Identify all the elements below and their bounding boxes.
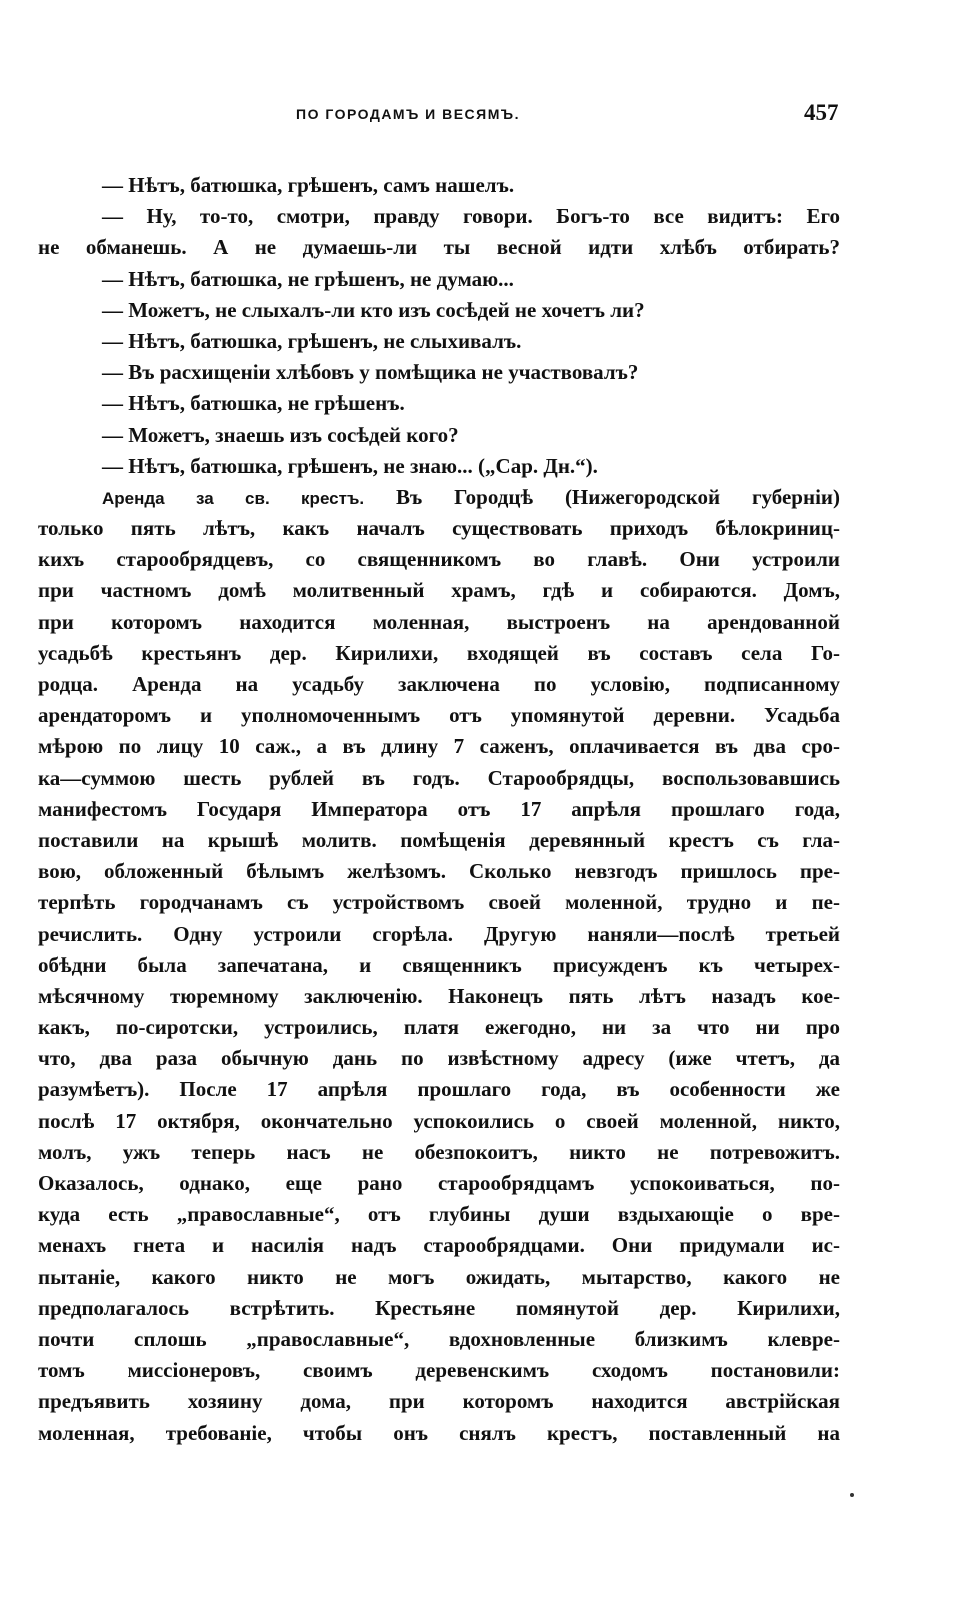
page-body: [38, 170, 840, 1449]
article-line: родца. Аренда на усадьбу заключена по условію, подписанному: [38, 672, 840, 696]
print-speck: [850, 1493, 854, 1497]
dialogue-line: — Можетъ, не слыхалъ-ли кто изъ сосѣдей не хочетъ ли?: [102, 297, 645, 322]
article-line: предполагалось встрѣтить. Крестьяне помянутой дер. Кирилихи,: [38, 1295, 840, 1320]
article-line: моленная, требованіе, чтобы онъ снялъ крестъ, поставленный на: [38, 1420, 840, 1445]
article-line: поставили на крышѣ молитв. помѣщенія деревянный крестъ съ гла-: [38, 827, 840, 852]
article-line: послѣ 17 октября, окончательно успокоились о своей моленной, никто,: [38, 1108, 840, 1133]
article-line: усадьбѣ крестьянъ дер. Кирилихи, входящей въ составъ села Го-: [38, 640, 840, 665]
article-first-line: [38, 482, 840, 513]
page-number: 457: [804, 100, 839, 125]
article-line: менахъ гнета и насилія надъ старообрядцами. Они придумали ис-: [38, 1233, 840, 1258]
dialogue-line: — Нѣтъ, батюшка, грѣшенъ, не знаю... („Сар. Дн.“).: [102, 453, 598, 478]
article-lines: [38, 513, 840, 1449]
article-line: куда есть „православные“, отъ глубины души вздыхающіе о вре-: [38, 1202, 840, 1227]
article-line: манифестомъ Государя Императора отъ 17 апрѣля прошлаго года,: [38, 796, 840, 821]
article-heading: Аренда за св. крестъ.: [102, 488, 365, 508]
dialogue-line: — Въ расхищеніи хлѣбовъ у помѣщика не участвовалъ?: [102, 360, 639, 385]
dialogue-line: — Нѣтъ, батюшка, не грѣшенъ, не думаю...: [102, 266, 514, 291]
dialogue-line: — Нѣтъ, батюшка, грѣшенъ, самъ нашелъ.: [102, 173, 515, 197]
article-line: при которомъ находится моленная, выстроенъ на арендованной: [38, 609, 840, 634]
article-line: предъявить хозяину дома, при которомъ находится австрійская: [38, 1389, 840, 1414]
article-line: арендаторомъ и уполномоченнымъ отъ упомянутой деревни. Усадьба: [38, 703, 840, 728]
article-line: ка—суммою шесть рублей въ годъ. Старообрядцы, воспользовавшись: [38, 765, 840, 790]
dialogue-line: не обманешь. А не думаешь-ли ты весной идти хлѣбъ отбирать?: [38, 235, 840, 260]
article-line: только пять лѣтъ, какъ началъ существовать приходъ бѣлокриниц-: [38, 516, 840, 541]
article-block: [38, 482, 840, 1449]
article-line: томъ миссіонеровъ, своимъ деревенскимъ сходомъ постановили:: [38, 1358, 840, 1383]
article-line: вою, обложенный бѣлымъ желѣзомъ. Сколько невзгодъ пришлось пре-: [38, 859, 840, 884]
dialogue-line: — Нѣтъ, батюшка, не грѣшенъ.: [102, 391, 405, 416]
dialogue-line: — Можетъ, знаешь изъ сосѣдей кого?: [102, 422, 459, 447]
article-line: пытаніе, какого никто не могъ ожидать, мытарство, какого не: [38, 1264, 840, 1289]
dialogue-line: — Нѣтъ, батюшка, грѣшенъ, не слыхивалъ.: [102, 328, 522, 353]
article-line: почти сплошь „православные“, вдохновленные близкимъ клевре-: [38, 1326, 840, 1351]
article-line: мѣсячному тюремному заключенію. Наконецъ пять лѣтъ назадъ кое-: [38, 983, 840, 1008]
article-line: речислить. Одну устроили сгорѣла. Другую наняли—послѣ третьей: [38, 921, 840, 946]
article-line: мѣрою по лицу 10 саж., а въ длину 7 саженъ, оплачивается въ два сро-: [38, 734, 840, 759]
article-line: Оказалось, однако, еще рано старообрядцамъ успокоиваться, по-: [38, 1171, 840, 1195]
article-line: что, два раза обычную дань по извѣстному адресу (иже чтетъ, да: [38, 1046, 840, 1071]
article-line: разумѣетъ). После 17 апрѣля прошлаго года, въ особенности же: [38, 1077, 840, 1102]
running-head: ПО ГОРОДАМЪ И ВЕСЯМЪ.: [296, 106, 520, 122]
article-first-line-text: Въ Городцѣ (Нижегородской губерніи): [395, 484, 841, 509]
article-line: обѣдни была запечатана, и священникъ присужденъ къ четырех-: [38, 952, 840, 977]
article-line: молъ, ужъ теперь насъ не обезпокоитъ, никто не потревожитъ.: [38, 1139, 840, 1164]
article-line: кихъ старообрядцевъ, со священникомъ во главѣ. Они устроили: [38, 547, 840, 572]
dialogue-line: — Ну, то-то, смотри, правду говори. Богъ-то все видитъ: Его: [102, 204, 840, 229]
article-line: при частномъ домѣ молитвенный храмъ, гдѣ и собираются. Домъ,: [38, 578, 840, 603]
dialogue-block: [38, 170, 840, 482]
article-line: какъ, по-сиротски, устроились, платя ежегодно, ни за что ни про: [38, 1015, 840, 1040]
article-line: терпѣть городчанамъ съ устройствомъ своей моленной, трудно и пе-: [38, 890, 840, 915]
